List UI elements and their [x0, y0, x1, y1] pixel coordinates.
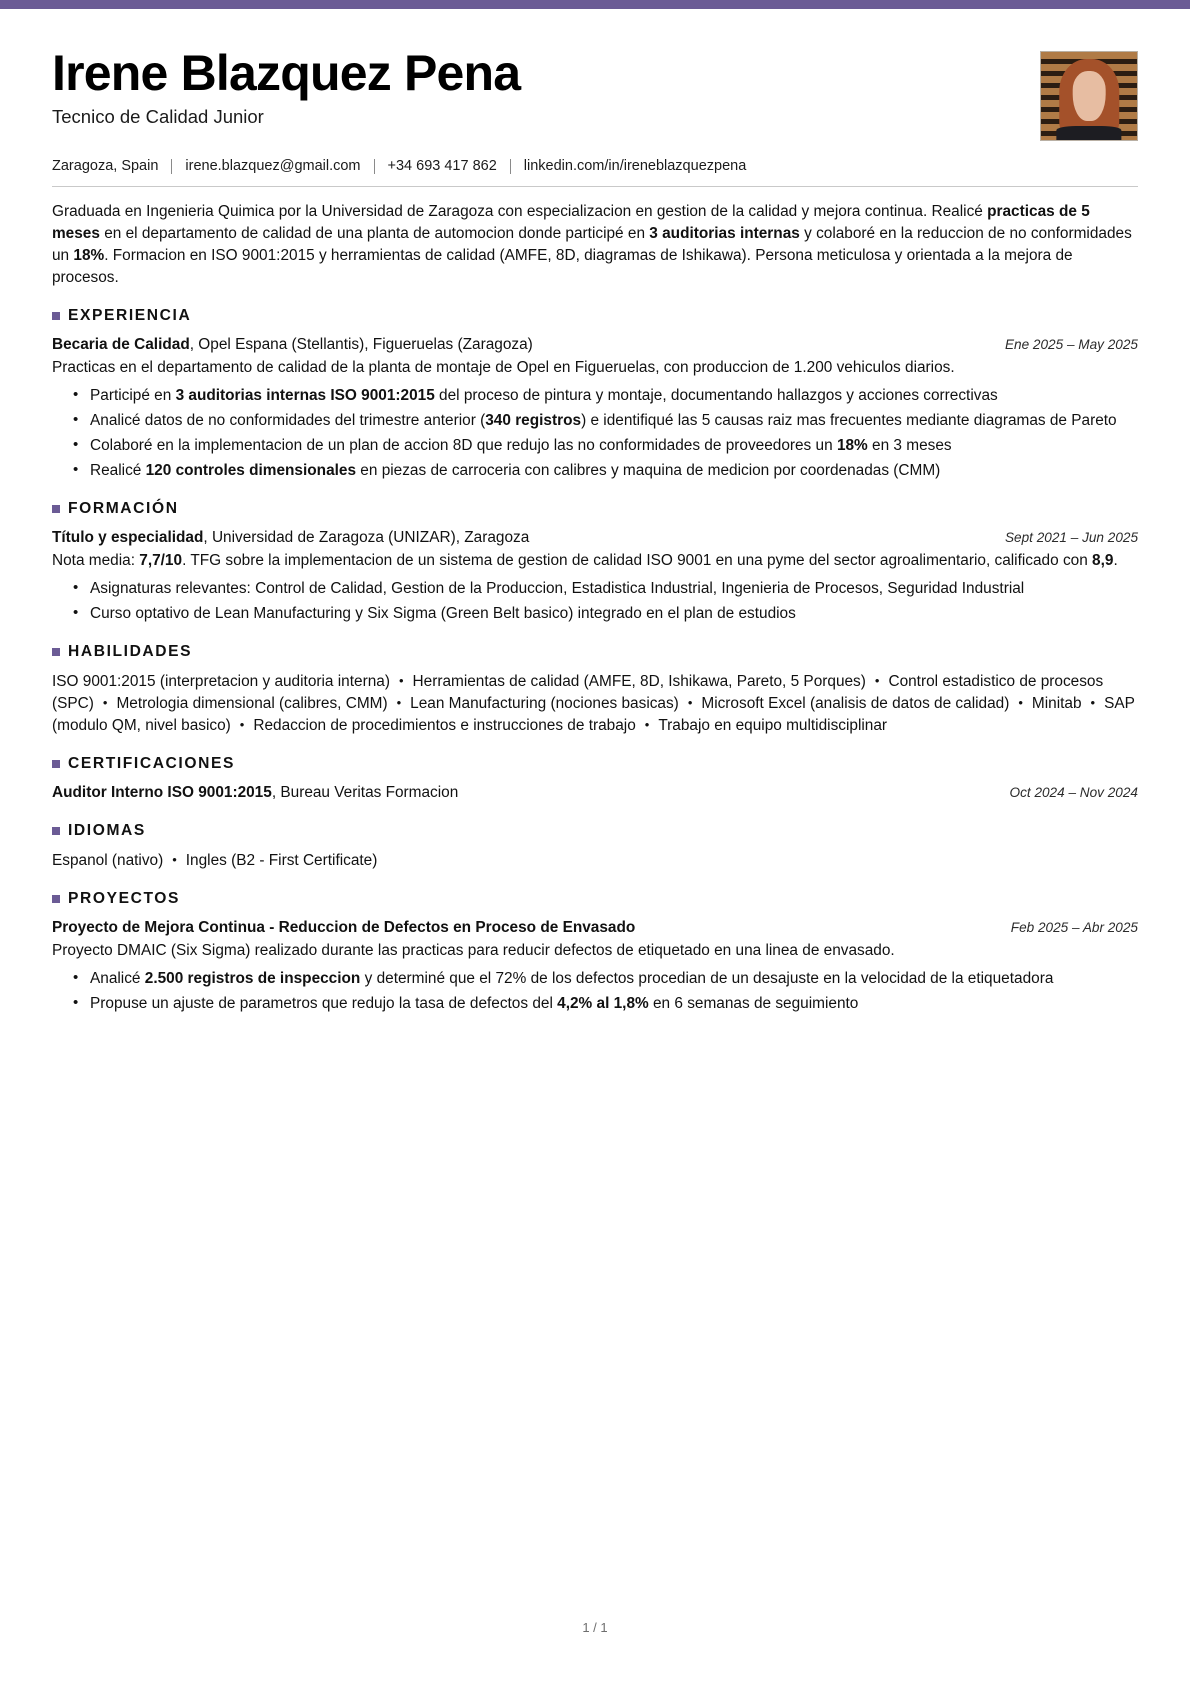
bullet-text-post: ) e identifiqué las 5 causas raiz mas frecuentes mediante diagramas de Pareto	[581, 412, 1117, 430]
square-marker-icon	[52, 760, 60, 768]
education-date: Sept 2021 – Jun 2025	[1004, 529, 1138, 545]
header-text-block	[52, 47, 1040, 128]
bullet-text-bold: 120 controles dimensionales	[145, 462, 357, 480]
education-detail-pre: Nota media:	[52, 551, 140, 569]
list-item: • Curso optativo de Lean Manufacturing y Six Sigma (Green Belt basico) integrado en el plan de estudios	[90, 603, 1138, 625]
section-heading-formacion	[52, 500, 1138, 518]
section-idiomas	[52, 822, 1138, 872]
education-institution: , Universidad de Zaragoza (UNIZAR), Zaragoza	[203, 528, 530, 546]
separator-dot: •	[1018, 695, 1023, 711]
skill-item: Trabajo en equipo multidisciplinar	[658, 716, 888, 734]
skill-item: Redaccion de procedimientos e instrucciones de trabajo	[253, 716, 636, 734]
summary-text-2: en el departamento de calidad de una planta de automocion donde participé en	[99, 225, 650, 243]
separator-dot: •	[172, 851, 177, 867]
separator-dot: •	[396, 695, 402, 711]
bullet-text-pre: Participé en	[90, 387, 176, 405]
bullet-text-bold: 3 auditorias internas ISO 9001:2015	[175, 387, 435, 405]
resume-header	[52, 47, 1138, 141]
section-formacion	[52, 500, 1138, 625]
section-heading-experiencia	[52, 307, 1138, 325]
square-marker-icon	[52, 648, 60, 656]
summary-bold-1: practicas de 5 meses	[52, 203, 1090, 243]
list-item	[90, 968, 1138, 990]
contact-divider	[374, 159, 375, 174]
avatar	[1040, 51, 1138, 141]
education-title	[52, 528, 529, 549]
certification-title	[52, 783, 458, 804]
section-heading-habilidades	[52, 643, 1138, 661]
experience-description: Practicas en el departamento de calidad de la planta de montaje de Opel en Figueruelas, con produccion de 1.200 vehiculos diarios.	[52, 358, 955, 376]
experience-company: , Opel Espana (Stellantis), Figueruelas (Zaragoza)	[189, 335, 533, 353]
bullet-text-pre: Propuse un ajuste de parametros que redujo la tasa de defectos del	[90, 994, 558, 1012]
skill-item: Microsoft Excel (analisis de datos de calidad)	[701, 695, 1010, 713]
education-entry-head	[52, 528, 1138, 549]
separator-dot: •	[102, 695, 108, 711]
skill-item: Control estadistico de procesos (SPC)	[52, 673, 1104, 713]
top-accent-bar	[0, 0, 1190, 9]
square-marker-icon	[52, 827, 60, 835]
section-certificaciones	[52, 755, 1138, 804]
section-habilidades	[52, 643, 1138, 737]
summary-text-4: . Formacion en ISO 9001:2015 y herramientas de calidad (AMFE, 8D, diagramas de Ishikawa). Persona meticulosa y orientada a la mejora de procesos.	[52, 247, 1073, 287]
list-item: • Asignaturas relevantes: Control de Calidad, Gestion de la Produccion, Estadistica Industrial, Ingenieria de Procesos, Seguridad Industrial	[90, 578, 1138, 600]
separator-dot: •	[239, 716, 245, 732]
skill-item: Lean Manufacturing (nociones basicas)	[410, 695, 679, 713]
skill-item: Metrologia dimensional (calibres, CMM)	[116, 695, 388, 713]
summary-paragraph	[52, 201, 1138, 289]
certification-name: Auditor Interno ISO 9001:2015	[52, 783, 272, 801]
list-item	[90, 410, 1138, 432]
avatar-face	[1073, 71, 1106, 120]
section-heading-label: IDIOMAS	[68, 821, 146, 839]
project-title	[52, 918, 635, 939]
contact-phone[interactable]: +34 693 417 862	[387, 158, 497, 174]
section-proyectos	[52, 890, 1138, 1015]
project-name: Proyecto de Mejora Continua - Reduccion de Defectos en Proceso de Envasado	[52, 918, 636, 936]
education-description	[52, 550, 1138, 572]
header-rule	[52, 186, 1138, 187]
page-indicator: 1 / 1	[582, 1620, 608, 1635]
skill-item: SAP (modulo QM, nivel basico)	[52, 695, 1135, 734]
separator-dot: •	[687, 695, 693, 711]
resume-page	[0, 9, 1190, 1683]
bullet-text-pre: Analicé	[90, 970, 145, 988]
project-entry-head	[52, 918, 1138, 939]
candidate-headline: Tecnico de Calidad Junior	[52, 106, 264, 127]
experience-title	[52, 335, 533, 356]
experience-bullet-list	[52, 385, 1138, 482]
bullet-text-post: en 3 meses	[867, 437, 952, 455]
bullet-text-pre: Realicé	[90, 462, 146, 480]
separator-dot: •	[644, 716, 650, 732]
certification-date: Oct 2024 – Nov 2024	[1009, 784, 1138, 800]
square-marker-icon	[52, 505, 60, 513]
section-heading-label: CERTIFICACIONES	[68, 754, 235, 772]
section-heading-certificaciones	[52, 755, 1138, 773]
education-degree: Título y especialidad	[52, 528, 204, 546]
bullet-text-bold: 4,2% al 1,8%	[557, 994, 649, 1012]
separator-dot: •	[398, 673, 404, 689]
certification-issuer: , Bureau Veritas Formacion	[271, 783, 459, 801]
list-item	[90, 460, 1138, 482]
language-item: Espanol (nativo)	[52, 851, 164, 869]
experience-entry-head	[52, 335, 1138, 356]
certification-entry	[52, 783, 1138, 804]
contact-email[interactable]: irene.blazquez@gmail.com	[185, 158, 361, 174]
separator-dot: •	[874, 673, 880, 689]
skill-item: Minitab	[1031, 695, 1082, 713]
bullet-text-bold: 2.500 registros de inspeccion	[144, 970, 361, 988]
section-experiencia	[52, 307, 1138, 482]
languages-list	[52, 850, 1138, 872]
education-grade: 7,7/10	[139, 551, 183, 569]
contact-line	[52, 158, 1138, 175]
project-bullet-list	[52, 968, 1138, 1015]
summary-text-3: y colaboré en la reduccion de no conformidades un	[52, 225, 1132, 265]
list-item	[90, 385, 1138, 407]
list-item	[90, 993, 1138, 1015]
education-entry	[52, 528, 1138, 625]
section-heading-proyectos	[52, 890, 1138, 908]
section-heading-idiomas	[52, 822, 1138, 840]
section-heading-label: PROYECTOS	[68, 889, 181, 907]
bullet-text-post: del proceso de pintura y montaje, documentando hallazgos y acciones correctivas	[434, 387, 998, 405]
education-detail-post: .	[1113, 551, 1118, 569]
education-thesis-grade: 8,9	[1092, 551, 1114, 569]
bullet-text-post: en piezas de carroceria con calibres y maquina de medicion por coordenadas (CMM)	[356, 462, 941, 480]
contact-divider	[510, 159, 511, 174]
bullet-text-bold: 340 registros	[485, 412, 582, 430]
avatar-body	[1056, 126, 1121, 140]
bullet-text-pre: Colaboré en la implementacion de un plan de accion 8D que redujo las no conformidades de proveedores un	[90, 437, 837, 455]
section-heading-label: HABILIDADES	[68, 643, 193, 661]
section-heading-label: EXPERIENCIA	[68, 306, 192, 324]
education-detail-mid: . TFG sobre la implementacion de un sistema de gestion de calidad ISO 9001 en una pyme del sector agroalimentario, calificado con	[182, 551, 1093, 569]
language-item: Ingles (B2 - First Certificate)	[185, 851, 378, 869]
experience-date: Ene 2025 – May 2025	[1004, 336, 1138, 352]
summary-bold-3: 18%	[73, 247, 105, 265]
project-date: Feb 2025 – Abr 2025	[1010, 919, 1138, 935]
skills-list	[52, 671, 1138, 737]
summary-text-1: Graduada en Ingenieria Quimica por la Universidad de Zaragoza con especializacion en gestion de la calidad y mejora continua. Realicé	[52, 203, 988, 221]
section-heading-label: FORMACIÓN	[68, 499, 179, 517]
list-item	[90, 435, 1138, 457]
bullet-text-pre: Analicé datos de no conformidades del trimestre anterior (	[90, 412, 486, 430]
contact-location: Zaragoza, Spain	[52, 158, 159, 174]
experience-entry	[52, 335, 1138, 482]
square-marker-icon	[52, 312, 60, 320]
bullet-text-post: en 6 semanas de seguimiento	[648, 994, 859, 1012]
project-entry	[52, 918, 1138, 1015]
square-marker-icon	[52, 895, 60, 903]
project-description: Proyecto DMAIC (Six Sigma) realizado durante las practicas para reducir defectos de etiquetado en una linea de envasado.	[52, 941, 895, 959]
experience-role: Becaria de Calidad	[52, 335, 190, 353]
skill-item: Herramientas de calidad (AMFE, 8D, Ishikawa, Pareto, 5 Porques)	[412, 673, 866, 691]
contact-linkedin[interactable]: linkedin.com/in/ireneblazquezpena	[523, 158, 747, 174]
skill-item: ISO 9001:2015 (interpretacion y auditoria interna)	[52, 673, 390, 691]
education-bullet-list	[52, 578, 1138, 625]
summary-bold-2: 3 auditorias internas	[649, 225, 800, 243]
bullet-text-post: y determiné que el 72% de los defectos procedian de un desajuste en la velocidad de la etiquetadora	[360, 970, 1054, 988]
bullet-text-bold: 18%	[836, 437, 868, 455]
candidate-name: Irene Blazquez Pena	[52, 45, 521, 101]
contact-divider	[171, 159, 172, 174]
separator-dot: •	[1090, 695, 1096, 711]
